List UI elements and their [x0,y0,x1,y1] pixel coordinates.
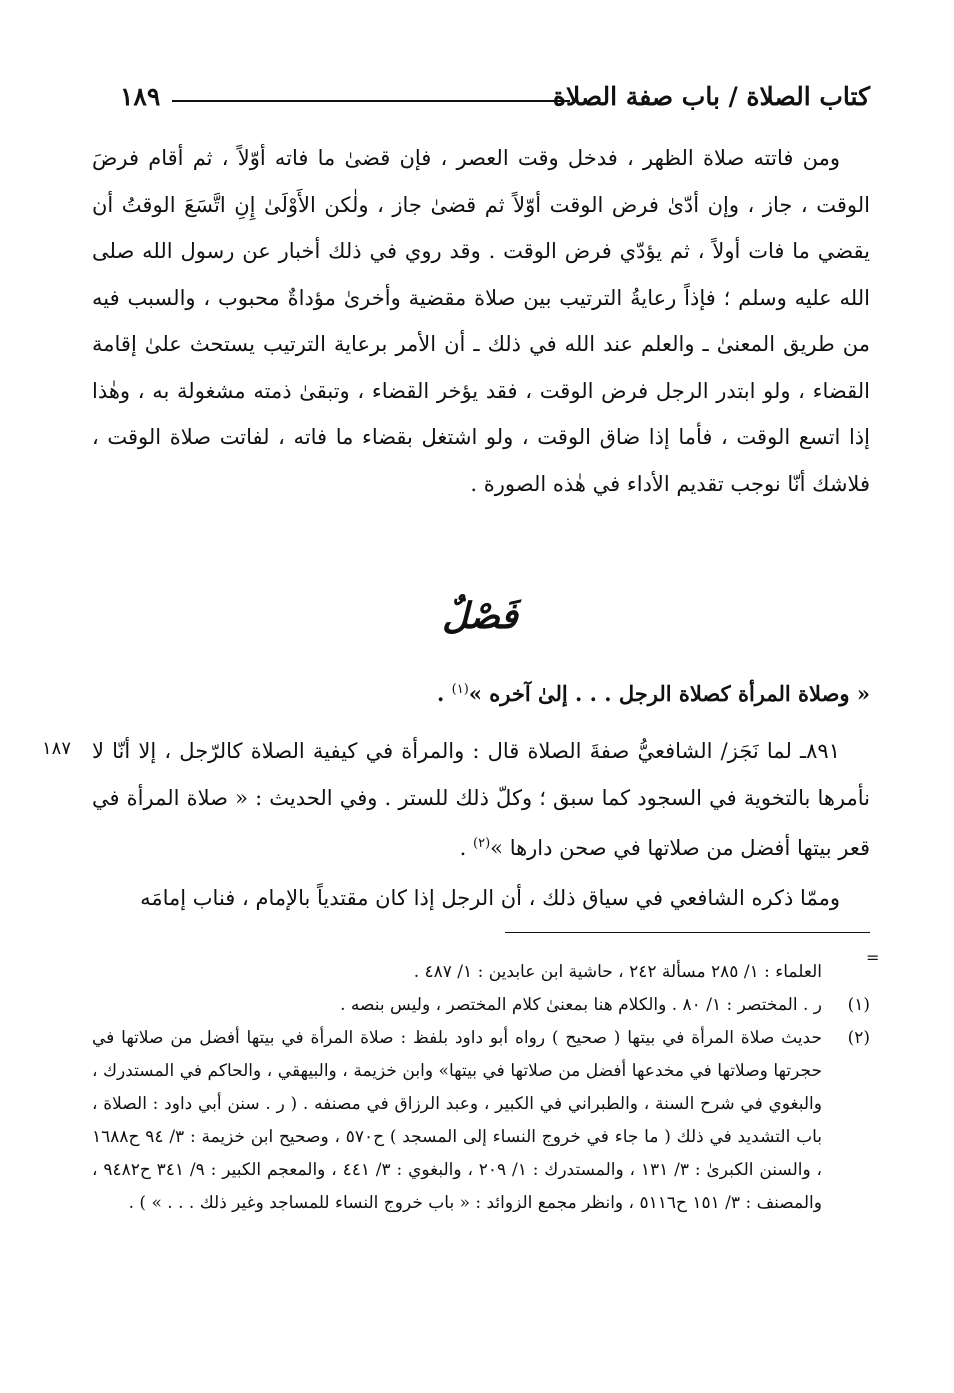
margin-number: ١٨٧ [42,738,72,759]
footnote-rule [505,932,870,933]
footnote-continuation-mark: = [866,948,880,967]
paragraph-891-text-block [92,728,870,872]
main-text [92,135,870,507]
paragraph-1: ومن فاتته صلاة الظهر ، فدخل وقت العصر ، فإن قضىٰ ما فاته أوّلاً ، ثم أقام فرضَ الوقت ، جاز ، وإن أدّىٰ فرض الوقت أوّلاً ثم قضىٰ جاز ، ولٰكن الأَوْلَىٰ إِنِ اتَّسَعَ الوقتُ أن يقضي ما فات أولاً ، ثم يؤدّي فرض الوقت . وقد روي في ذلك أخبار عن رسول الله صلى الله عليه وسلم ؛ فإذاً رعايةُ الترتيب بين صلاة مقضية وأخرىٰ مؤداةٌ محبوب ، والسبب فيه من طريق المعنىٰ ـ والعلم عند الله في ذلك ـ أن الأمر برعاية الترتيب يستحث علىٰ إقامة القضاء ، ولو ابتدر الرجل فرض الوقت ، فقد يؤخر القضاء ، وتبقىٰ ذمته مشغولة به ، وهٰذا إذا اتسع الوقت ، فأما إذا ضاق الوقت ، ولو اشتغل بقضاء ما فاته ، لفاتت صلاة الوقت ، فلاشك أنّا نوجب تقديم الأداء في هٰذه الصورة . [92,146,870,496]
quote-end: . [437,681,452,706]
footnote-2 [92,1022,870,1220]
footnotes [92,956,870,1220]
footnote-continuation: العلماء : ١/ ٢٨٥ مسألة ٢٤٢ ، حاشية ابن عابدين : ١/ ٤٨٧ . [413,962,822,982]
paragraph-last [92,875,870,922]
section-heading: فَصْلٌ [442,595,518,637]
paragraph-last-text: وممّا ذكره الشافعي في سياق ذلك ، أن الرجل إذا كان مقتدياً بالإمام ، فناب إمامَه [140,886,840,910]
running-header [110,78,870,118]
quoted-text-line [92,670,870,714]
footnote-text: حديث صلاة المرأة في بيتها ( صحيح ) رواه أبو داود بلفظ : صلاة المرأة في بيتها أفضل من صلاتها في حجرتها وصلاتها في مخدعها أفضل من صلاتها في بيتها» وابن خزيمة ، والبيهقي ، والحاكم في المستدرك ، والبغوي في شرح السنة ، والطبراني في الكبير ، وعبد الرزاق في مصنفه . ( ر . سنن أبي داود : الصلاة ، باب التشديد في ذلك ( ما جاء في خروج النساء إلى المسجد ) ح٥٧٠ ، وصحيح ابن خزيمة : ٣/ ٩٤ ح١٦٨٨ ، والسنن الكبرىٰ : ٣/ ١٣١ ، والمستدرك : ١/ ٢٠٩ ، والبغوي : ٣/ ٤٤١ ، والمعجم الكبير : ٩/ ٣٤١ ح٩٤٨٢ ، والمصنف : ٣/ ١٥١ ح٥١١٦ ، وانظر مجمع الزوائد : « باب خروج النساء للمساجد وغير ذلك . . . » ) . [92,1028,823,1213]
footnote-text: ر . المختصر : ١/ ٨٠ . والكلام هنا بمعنىٰ كلام المختصر ، وليس بنصه . [340,995,822,1015]
footnote-1 [92,989,870,1022]
page-number: ١٨٩ [120,82,161,111]
paragraph-891-text: ٨٩١ـ لما نَجَز/ الشافعيُّ صفةَ الصلاة قال : والمرأة في كيفية الصلاة كالرّجل ، إلا أنّا لا نأمرها بالتخوية في السجود كما سبق ؛ وكلّ ذلك للستر . وفي الحديث : « صلاة المرأة في قعر بيتها أفضل من صلاتها في صحن دارها » [92,739,870,860]
header-title: كتاب الصلاة / باب صفة الصلاة [552,82,870,111]
quoted-text: « وصلاة المرأة كصلاة الرجل . . . إلىٰ آخره » [468,681,870,706]
paragraph-891-end: . [459,836,474,860]
footnote-number: (١) [847,995,870,1015]
footnote-ref-1: (١) [451,682,469,697]
footnote-ref-2: (٢) [473,836,491,851]
footnote-number: (٢) [847,1028,870,1048]
header-rule [172,100,570,102]
paragraph-891 [92,728,870,872]
